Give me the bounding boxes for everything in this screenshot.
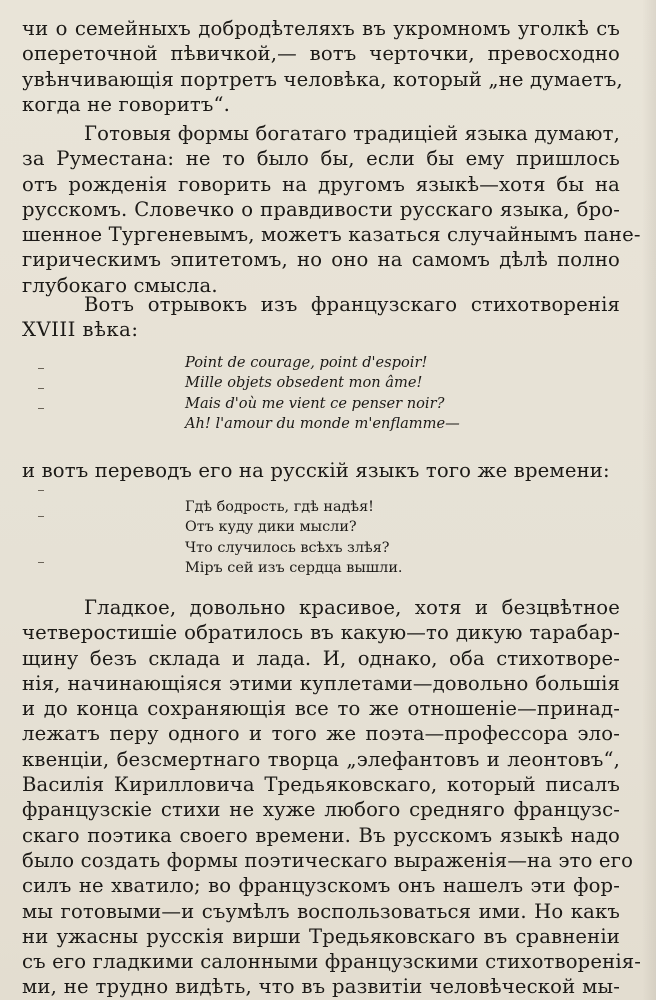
paragraph-1 [22, 16, 623, 117]
poem-line: Міръ сей изъ сердца вышли. [185, 560, 403, 577]
paragraph-5 [22, 595, 642, 1000]
poem-line: Point de courage, point d'espoir! [185, 354, 428, 371]
text-line: лежатъ перу одного и того же поэта—профессора эло- [22, 722, 620, 746]
poem-line: Ah! l'amour du monde m'enflamme— [185, 415, 460, 433]
text-line: русскомъ. Словечко о правдивости русскаго языка, бро- [22, 197, 620, 221]
poem-line: Отъ куду дики мысли? [185, 519, 357, 536]
margin-mark [38, 490, 44, 491]
text-line: французскіе стихи не хуже любого средняго французс- [22, 798, 620, 822]
text-line: отъ рожденія говорить на другомъ языкѣ—хотя бы на [22, 172, 620, 196]
text-line: за Руместана: не то было бы, если бы ему пришлось [22, 147, 620, 171]
text-line: было создать формы поэтическаго выраженія—на это его [22, 848, 634, 872]
text-line: гирическимъ эпитетомъ, но оно на самомъ дѣлѣ полно [22, 248, 620, 272]
margin-mark [38, 516, 44, 517]
text-line: ми, не трудно видѣть, что въ развитіи человѣческой мы- [22, 975, 620, 999]
text-line: нія, начинающіяся этими куплетами—довольно большія [22, 671, 620, 695]
paragraph-2 [22, 121, 641, 298]
text-line: квенціи, безсмертнаго творца „элефантовъ и леонтовъ“, [22, 747, 620, 771]
text-line: ни ужасны русскія вирши Тредьяковскаго въ сравненіи [22, 924, 620, 948]
poem-line: Mais d'où me vient ce penser noir? [185, 394, 445, 412]
paragraph-4 [22, 458, 620, 483]
poem-line: Что случилось всѣхъ злѣя? [185, 539, 390, 556]
text-line: Вотъ отрывокъ изъ французскаго стихотворенія [84, 293, 620, 316]
text-line: и вотъ переводъ его на русскій языкъ того же времени: [22, 459, 610, 482]
text-line: опереточной пѣвичкой,— вотъ черточки, превосходно [22, 42, 620, 66]
text-line: когда не говоритъ“. [22, 92, 231, 116]
russian-quatrain [185, 497, 403, 579]
margin-mark [38, 562, 44, 563]
text-line: скаго поэтика своего времени. Въ русскомъ языкѣ надо [22, 823, 620, 847]
text-line: чи о семейныхъ добродѣтеляхъ въ укромномъ уголкѣ съ [22, 17, 620, 40]
margin-mark [38, 388, 44, 389]
margin-mark [38, 408, 44, 409]
text-line: шенное Тургеневымъ, можетъ казаться случайнымъ пане- [22, 223, 641, 247]
paragraph-3 [22, 292, 620, 343]
text-line: Гладкое, довольно красивое, хотя и безцвѣтное [84, 596, 620, 619]
text-line: силъ не хватило; во французскомъ онъ нашелъ эти фор- [22, 874, 620, 898]
poem-line: Гдѣ бодрость, гдѣ надѣя! [185, 499, 374, 515]
text-line: Василія Кирилловича Тредьяковскаго, который писалъ [22, 773, 620, 797]
text-line: съ его гладкими салонными французскими стихотворенія- [22, 950, 642, 974]
margin-mark [38, 368, 44, 369]
poem-line: Mille objets obsedent mon âme! [185, 374, 423, 392]
text-line: увѣнчивающія портретъ человѣка, который „не думаетъ, [22, 67, 623, 91]
text-line: глубокаго смысла. [22, 273, 218, 297]
text-line: XVIII вѣка: [22, 318, 139, 342]
text-line: и до конца сохраняющія все то же отношеніе—принад- [22, 697, 620, 721]
text-line: Готовыя формы богатаго традиціей языка думают, [84, 122, 620, 145]
text-line: четверостишіе обратилось въ какую—то дикую тарабар- [22, 621, 620, 645]
text-line: мы готовыми—и съумѣлъ воспользоваться ими. Но какъ [22, 899, 620, 923]
text-line: щину безъ склада и лада. И, однако, оба стихотворе- [22, 646, 620, 670]
french-quatrain [185, 353, 460, 435]
